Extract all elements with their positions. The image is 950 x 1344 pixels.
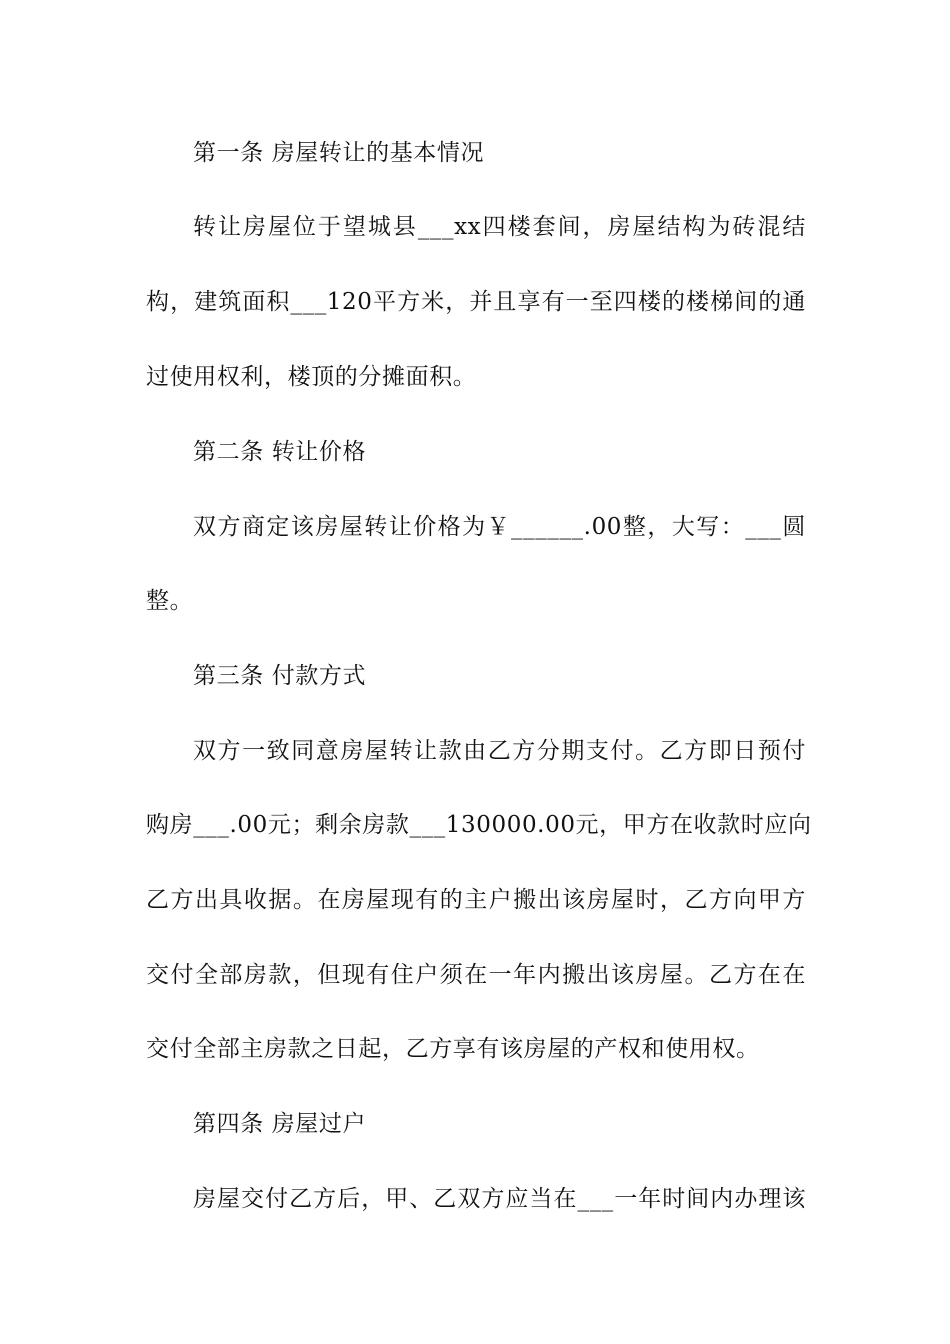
article-3-paragraph-line-5: 交付全部主房款之日起，乙方享有该房屋的产权和使用权。	[146, 1036, 760, 1062]
article-3-heading: 第三条 付款方式	[193, 663, 367, 689]
article-3-paragraph-line-2: 购房___.00元；剩余房款___130000.00元，甲方在收款时应向	[146, 812, 812, 838]
article-3-paragraph-line-1: 双方一致同意房屋转让款由乙方分期支付。乙方即日预付	[193, 738, 806, 764]
article-4-paragraph-line-1: 房屋交付乙方后，甲、乙双方应当在___一年时间内办理该	[193, 1186, 806, 1212]
article-1-paragraph-line-1: 转让房屋位于望城县___xx四楼套间，房屋结构为砖混结	[193, 214, 806, 240]
article-1-paragraph-line-3: 过使用权利，楼顶的分摊面积。	[146, 364, 477, 390]
article-1-paragraph-line-2: 构，建筑面积___120平方米，并且享有一至四楼的楼梯间的通	[146, 289, 806, 315]
article-2-paragraph-line-1: 双方商定该房屋转让价格为￥______.00整，大写：___圆	[193, 514, 806, 540]
article-4-heading: 第四条 房屋过户	[193, 1111, 367, 1137]
article-3-paragraph-line-4: 交付全部房款，但现有住户须在一年内搬出该房屋。乙方在在	[146, 962, 806, 988]
article-2-paragraph-line-2: 整。	[146, 588, 194, 614]
article-2-heading: 第二条 转让价格	[193, 439, 367, 465]
article-1-heading: 第一条 房屋转让的基本情况	[193, 140, 485, 166]
article-3-paragraph-line-3: 乙方出具收据。在房屋现有的主户搬出该房屋时，乙方向甲方	[146, 887, 806, 913]
